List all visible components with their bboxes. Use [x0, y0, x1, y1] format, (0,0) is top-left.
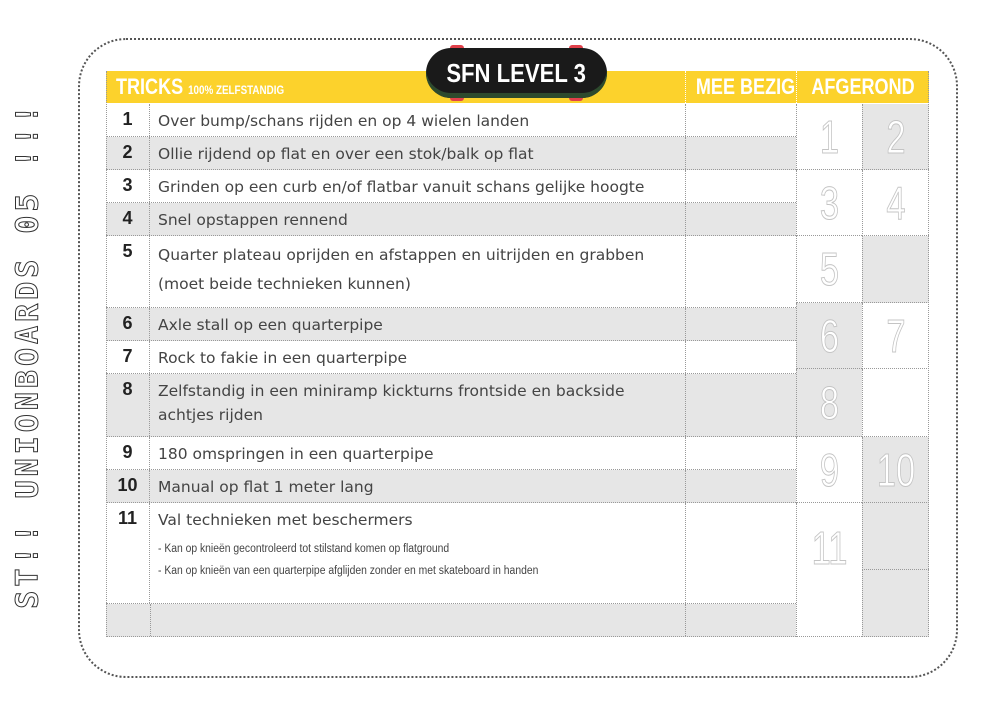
tricks-header: TRICKS 100% ZELFSTANDIG [116, 74, 285, 99]
trick-text: Rock to fakie in een quarterpipe [158, 349, 408, 367]
mee-bezig-cell[interactable] [685, 203, 796, 235]
afgerond-box[interactable] [796, 170, 862, 236]
afgerond-number: 11 [811, 522, 848, 575]
afgerond-number: 6 [819, 309, 840, 362]
mee-bezig-cell[interactable] [685, 236, 796, 307]
trick-number: 9 [106, 437, 150, 469]
trick-text: Over bump/schans rijden en op 4 wielen landen [158, 112, 530, 130]
mee-bezig-cell[interactable] [685, 137, 796, 169]
trick-text: Val technieken met beschermers [158, 511, 413, 529]
trick-row [106, 374, 796, 437]
afgerond-box[interactable] [862, 437, 929, 503]
empty-row [106, 604, 796, 637]
mee-bezig-cell[interactable] [685, 604, 797, 636]
afgerond-number: 3 [819, 176, 840, 229]
trick-row [106, 470, 796, 503]
mee-bezig-cell[interactable] [685, 437, 796, 469]
trick-row [106, 341, 796, 374]
afgerond-number: 4 [886, 176, 906, 229]
afgerond-number: 5 [819, 243, 840, 295]
trick-row [106, 104, 796, 137]
trick-number: 10 [106, 470, 150, 502]
trick-text: Zelfstandig in een miniramp kickturns frontside en backside achtjes rijden [158, 382, 625, 424]
trick-row [106, 437, 796, 470]
trick-row [106, 203, 796, 236]
trick-number: 7 [106, 341, 150, 373]
mee-bezig-header: MEE BEZIG [695, 74, 796, 99]
afgerond-number: 9 [819, 443, 840, 496]
trick-text: Grinden op een curb en/of flatbar vanuit schans gelijke hoogte [158, 178, 645, 196]
trick-text: 180 omspringen in een quarterpipe [158, 445, 434, 463]
mee-bezig-cell[interactable] [685, 374, 796, 436]
afgerond-box[interactable] [862, 303, 929, 369]
trick-text: Quarter plateau oprijden en afstappen en uitrijden en grabben (moet beide technieken kunnen) [158, 246, 645, 293]
trick-number: 2 [106, 137, 150, 169]
mee-bezig-cell[interactable] [685, 470, 796, 502]
afgerond-number: 1 [819, 110, 840, 163]
mee-bezig-cell[interactable] [685, 308, 796, 340]
afgerond-box[interactable] [862, 236, 929, 303]
afgerond-box[interactable] [796, 437, 862, 503]
trick-text: Ollie rijdend op flat en over een stok/balk op flat [158, 145, 534, 163]
trick-subtext: - Kan op knieën gecontroleerd tot stilstand komen op flatground [158, 543, 450, 555]
afgerond-box[interactable] [796, 503, 862, 637]
side-brand-text: ST!! UNIONBOARDS 05 !!! [10, 101, 46, 609]
afgerond-box[interactable] [796, 303, 862, 369]
checklist-board [106, 58, 929, 637]
trick-number: 6 [106, 308, 150, 340]
trick-row [106, 170, 796, 203]
afgerond-number: 2 [886, 110, 906, 163]
level-title-skateboard [424, 48, 609, 98]
afgerond-number: 10 [876, 443, 916, 496]
trick-text: Manual op flat 1 meter lang [158, 478, 374, 496]
trick-text: Axle stall op een quarterpipe [158, 316, 383, 334]
trick-number: 5 [106, 236, 150, 307]
trick-number: 8 [106, 374, 150, 436]
trick-number: 1 [106, 104, 150, 136]
afgerond-number: 8 [819, 376, 840, 429]
trick-row [106, 137, 796, 170]
level-title: SFN LEVEL 3 [426, 48, 607, 98]
afgerond-box[interactable] [796, 236, 862, 303]
trick-row [106, 308, 796, 341]
trick-subtext: - Kan op knieën van een quarterpipe afglijden zonder en met skateboard in handen [158, 565, 539, 577]
empty-cell [106, 604, 151, 636]
trick-row [106, 236, 796, 308]
afgerond-box[interactable] [862, 170, 929, 236]
afgerond-number: 7 [886, 309, 906, 362]
afgerond-box[interactable] [862, 104, 929, 170]
trick-number: 3 [106, 170, 150, 202]
trick-text-block [158, 508, 683, 582]
trick-row [106, 503, 796, 604]
afgerond-box[interactable] [862, 369, 929, 437]
header-divider [685, 71, 686, 103]
afgerond-box[interactable] [862, 503, 929, 570]
trick-number: 11 [106, 503, 150, 603]
header-divider [796, 71, 797, 103]
mee-bezig-cell[interactable] [685, 341, 796, 373]
afgerond-box[interactable] [796, 104, 862, 170]
afgerond-header: AFGEROND [811, 74, 915, 99]
afgerond-box[interactable] [796, 369, 862, 437]
afgerond-box[interactable] [862, 570, 929, 637]
trick-text: Snel opstappen rennend [158, 211, 348, 229]
mee-bezig-cell[interactable] [685, 104, 796, 136]
mee-bezig-cell[interactable] [685, 170, 796, 202]
mee-bezig-cell[interactable] [685, 503, 796, 603]
trick-number: 4 [106, 203, 150, 235]
tricks-subheader: 100% ZELFSTANDIG [188, 83, 285, 97]
